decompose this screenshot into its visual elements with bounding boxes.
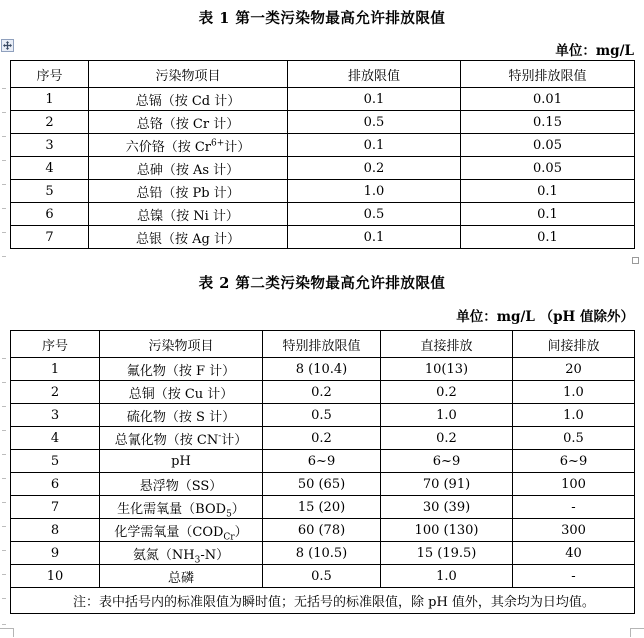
table-row	[11, 496, 635, 519]
table-cell: 1.0	[513, 381, 635, 404]
table-cell: 0.5	[288, 111, 461, 134]
table-cell: 0.1	[288, 88, 461, 111]
table-cell: 10	[11, 565, 100, 588]
table-cell: 0.2	[263, 381, 381, 404]
column-header: 序号	[11, 331, 100, 358]
table-row	[11, 134, 635, 157]
table-cell: 70 (91)	[381, 473, 513, 496]
gridline-tick	[2, 406, 6, 407]
table-cell: 1.0	[288, 180, 461, 203]
table-row	[11, 381, 635, 404]
table-cell: 0.15	[461, 111, 635, 134]
table-cell: 总砷（按 As 计）	[89, 157, 288, 180]
table-cell: 化学需氧量$(COD_{Cr})$	[100, 519, 263, 542]
table-cell: 8 (10.4)	[263, 358, 381, 381]
table-cell: 0.5	[288, 203, 461, 226]
table-cell: 0.1	[461, 203, 635, 226]
table-cell: 15 (19.5)	[381, 542, 513, 565]
gridline-tick	[2, 574, 6, 575]
gridline-tick	[2, 136, 6, 137]
gridline-tick	[2, 382, 6, 383]
table-cell: 氨氮$(NH_3-N)$	[100, 542, 263, 565]
table-row	[11, 427, 635, 450]
table-cell: 20	[513, 358, 635, 381]
table-cell: 7	[11, 226, 89, 249]
table-cell: 生化需氧量$(BOD_5)$	[100, 496, 263, 519]
table-cell: 30 (39)	[381, 496, 513, 519]
gridline-tick	[2, 256, 6, 257]
table-cell: 0.1	[461, 226, 635, 249]
table-cell: 5	[11, 180, 89, 203]
table-row	[11, 404, 635, 427]
table-cell: 100 (130)	[381, 519, 513, 542]
table-note: 注：表中括号内的标准限值为瞬时值；无括号的标准限值，除 pH 值外，其余均为日均值。	[11, 588, 635, 614]
table-row	[11, 358, 635, 381]
table-cell: 1.0	[381, 565, 513, 588]
gridline-tick	[2, 430, 6, 431]
table1	[10, 60, 635, 249]
gridline-tick	[2, 550, 6, 551]
gridline-tick	[2, 88, 6, 89]
table-cell: -	[513, 496, 635, 519]
table-cell: 总铜（按 Cu 计）	[100, 381, 263, 404]
gridline-tick	[2, 502, 6, 503]
table-cell: 0.2	[288, 157, 461, 180]
table-row	[11, 157, 635, 180]
table-cell: 总银（按 Ag 计）	[89, 226, 288, 249]
gridline-tick	[2, 184, 6, 185]
table-row	[11, 519, 635, 542]
table-cell: 60 (78)	[263, 519, 381, 542]
table-resize-handle[interactable]	[632, 257, 639, 264]
gridline-tick	[2, 358, 6, 359]
gridline-tick	[2, 232, 6, 233]
table-cell: 总氰化物（按 CN-计）	[100, 427, 263, 450]
table-cell: 氟化物（按 F 计）	[100, 358, 263, 381]
table-cell: 总镍（按 Ni 计）	[89, 203, 288, 226]
table1-header-row	[11, 61, 635, 88]
table-cell: 悬浮物（SS）	[100, 473, 263, 496]
table-row	[11, 88, 635, 111]
table-cell: 0.2	[381, 427, 513, 450]
table-cell: 6	[11, 473, 100, 496]
column-header: 间接排放	[513, 331, 635, 358]
table-cell: 总铬（按 Cr 计）	[89, 111, 288, 134]
table2-title: 表 2 第二类污染物最高允许排放限值	[198, 275, 446, 292]
table1-title: 表 1 第一类污染物最高允许排放限值	[198, 10, 446, 27]
table-cell: 硫化物（按 S 计）	[100, 404, 263, 427]
table-cell: 1.0	[513, 404, 635, 427]
table-row	[11, 473, 635, 496]
move-icon	[3, 41, 12, 50]
table-row	[11, 226, 635, 249]
column-header: 特别排放限值	[461, 61, 635, 88]
table-cell: 0.5	[513, 427, 635, 450]
column-header: 污染物项目	[89, 61, 288, 88]
table2	[10, 330, 635, 614]
table-cell: 40	[513, 542, 635, 565]
column-header: 特别排放限值	[263, 331, 381, 358]
table-cell: 0.05	[461, 157, 635, 180]
table-cell: 1	[11, 358, 100, 381]
table-cell: 1.0	[381, 404, 513, 427]
gridline-tick	[2, 454, 6, 455]
table-cell: -	[513, 565, 635, 588]
table-move-handle[interactable]	[1, 39, 14, 52]
table-cell: 2	[11, 111, 89, 134]
table-cell: 2	[11, 381, 100, 404]
table-cell: 3	[11, 134, 89, 157]
table-cell: 总铅（按 Pb 计）	[89, 180, 288, 203]
table-cell: 7	[11, 496, 100, 519]
table1-unit-label: 单位：mg/L	[555, 43, 634, 59]
table-cell: 4	[11, 427, 100, 450]
table-row	[11, 450, 635, 473]
table-cell: 0.2	[381, 381, 513, 404]
table-cell: 3	[11, 404, 100, 427]
table-cell: 8	[11, 519, 100, 542]
table-cell: 8 (10.5)	[263, 542, 381, 565]
column-header: 污染物项目	[100, 331, 263, 358]
table-cell: 4	[11, 157, 89, 180]
table-cell: 6~9	[381, 450, 513, 473]
table2-header-row	[11, 331, 635, 358]
table2-unit-label: 单位：mg/L （pH 值除外）	[456, 309, 634, 325]
column-header: 排放限值	[288, 61, 461, 88]
page-margin-mark-left	[0, 628, 14, 637]
column-header: 直接排放	[381, 331, 513, 358]
gridline-tick	[2, 526, 6, 527]
table-row	[11, 203, 635, 226]
table2-note-row	[11, 588, 635, 614]
table-cell: 6~9	[513, 450, 635, 473]
table-cell: 6~9	[263, 450, 381, 473]
table-cell: 9	[11, 542, 100, 565]
page-margin-mark-right	[630, 628, 644, 637]
table-cell: 1	[11, 88, 89, 111]
table-cell: 6	[11, 203, 89, 226]
table-cell: 0.2	[263, 427, 381, 450]
gridline-tick	[2, 112, 6, 113]
table-cell: 0.1	[461, 180, 635, 203]
gridline-tick	[2, 160, 6, 161]
table-cell: 5	[11, 450, 100, 473]
table-row	[11, 542, 635, 565]
gridline-tick	[2, 598, 6, 599]
gridline-tick	[2, 478, 6, 479]
table-cell: 六价铬（按 $Cr^{6+}$计）	[89, 134, 288, 157]
table-cell: 0.05	[461, 134, 635, 157]
table-cell: pH	[100, 450, 263, 473]
table-cell: 总镉（按 Cd 计）	[89, 88, 288, 111]
table-cell: 0.5	[263, 565, 381, 588]
table-cell: 0.01	[461, 88, 635, 111]
table-cell: 0.5	[263, 404, 381, 427]
table-cell: 0.1	[288, 226, 461, 249]
table-row	[11, 180, 635, 203]
table-row	[11, 565, 635, 588]
table-cell: 0.1	[288, 134, 461, 157]
table-cell: 100	[513, 473, 635, 496]
gridline-tick	[2, 208, 6, 209]
table-cell: 50 (65)	[263, 473, 381, 496]
gridline-tick	[2, 624, 6, 625]
table-cell: 300	[513, 519, 635, 542]
table-row	[11, 111, 635, 134]
table-cell: 10(13)	[381, 358, 513, 381]
table-cell: 总磷	[100, 565, 263, 588]
column-header: 序号	[11, 61, 89, 88]
table-cell: 15 (20)	[263, 496, 381, 519]
